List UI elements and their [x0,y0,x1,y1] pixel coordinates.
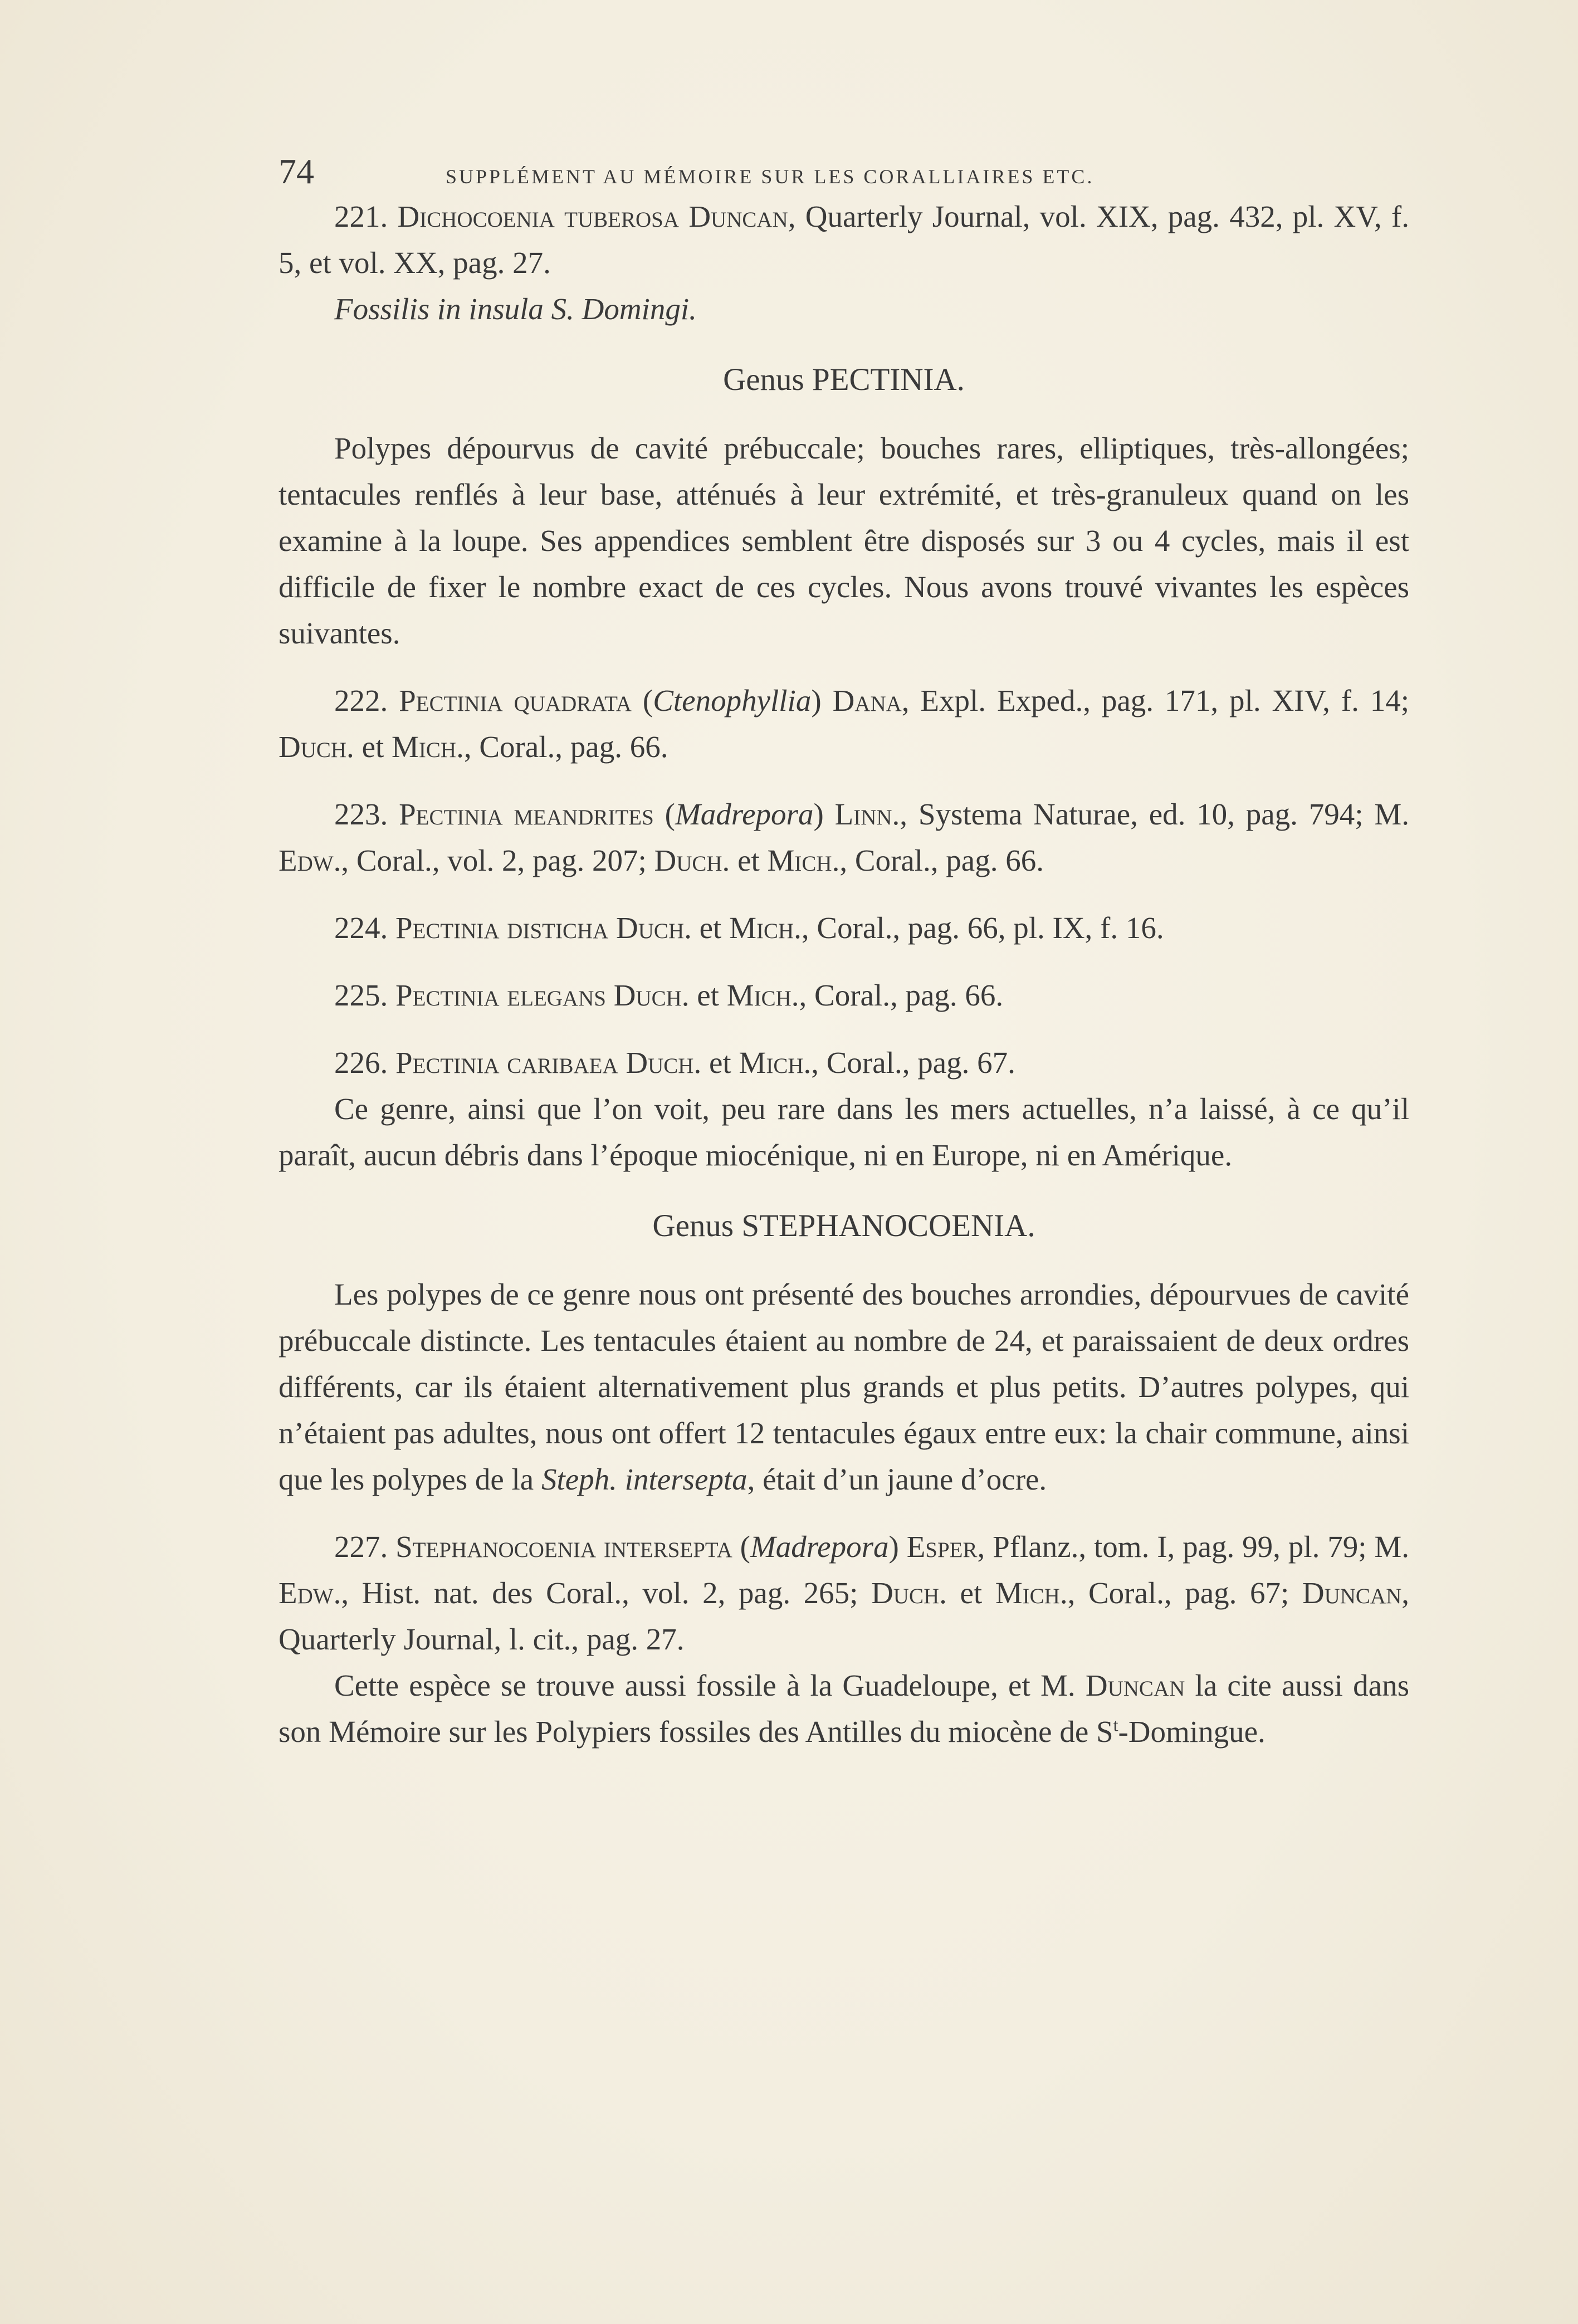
description-text: Les polypes de ce genre nous ont présenté des bouches arrondies, dépourvues de cavité prébuccale distincte. Les tentacules étaient au nombre de 24, et paraissaient de deux ordres différents, car ils étaient alternativement plus grands et plus petits. D’autres polypes, qui n’étaient pas adultes, nous ont offert 12 tentacules égaux entre eux: la chair commune, ainsi que les polypes de la [279,1277,1409,1496]
conjunction: et [354,730,392,764]
entry-225 [279,972,1409,1018]
paren: ( [631,683,653,717]
reference: , Expl. Exped., pag. 171, pl. XIV, f. 14; [901,683,1410,717]
author-name: Mich. [392,730,464,764]
conjunction: et [691,911,730,945]
author-name: Mich. [739,1046,812,1080]
author-name: Duncan [688,199,788,233]
superscript: t [1113,1715,1118,1735]
author-name: Mich. [995,1576,1068,1610]
entry-number: 224. [334,911,388,945]
reference: , Coral., pag. 66. [463,730,668,764]
entry-number: 221. [334,199,388,233]
entry-227 [279,1524,1409,1662]
genus-heading-pectinia: Genus PECTINIA. [723,362,965,397]
paren: ) [888,1530,907,1564]
author-name: Linn. [834,797,900,831]
remark-text: -Domingue. [1118,1715,1266,1749]
author-name: Dana [832,683,902,717]
reference: , Coral., pag. 66, pl. IX, f. 16. [801,911,1164,945]
species-remark-227 [279,1662,1409,1755]
reference: , Coral., vol. 2, pag. 207; [341,843,654,877]
text-block [279,142,1409,1776]
author-name: Duncan [1302,1576,1402,1610]
species-name: Stephanocoenia intersepta [395,1530,732,1564]
species-name: Pectinia meandrites [399,797,654,831]
paren: ) [811,683,833,717]
species-name: Pectinia quadrata [399,683,632,717]
entry-221 [279,193,1409,286]
author-name: Mich. [726,978,799,1012]
remark-text: la cite aussi dans son Mémoire sur les Polypiers fossiles des Antilles du miocène de S [279,1668,1409,1749]
entry-number: 227. [334,1530,388,1564]
reference: , Pflanz., tom. I, pag. 99, pl. 79; M. [977,1530,1410,1564]
description-species-italic: Steph. intersepta [541,1462,748,1496]
remark-text: Cette espèce se trouve aussi fossile à la Guadeloupe, et M. [334,1668,1086,1702]
running-title: SUPPLÉMENT AU MÉMOIRE SUR LES CORALLIAIRES ETC. [446,165,1095,188]
conjunction: et [946,1576,995,1610]
species-name: Pectinia caribaea [395,1046,618,1080]
entry-223 [279,791,1409,883]
description-text: , était d’un jaune d’ocre. [747,1462,1047,1496]
entry-222 [279,677,1409,770]
reference: , Hist. nat. des Coral., vol. 2, pag. 265; [341,1576,872,1610]
author-name: Duch. [613,978,690,1012]
synonym: Ctenophyllia [653,683,812,717]
author-name: Edw. [279,1576,341,1610]
entry-number: 225. [334,978,388,1012]
species-name: Pectinia disticha [395,911,609,945]
entry-224 [279,905,1409,951]
entry-number: 222. [334,683,388,717]
genus-description-pectinia: Polypes dépourvus de cavité prébuccale; bouches rares, elliptiques, très-allongées; tentacules renflés à leur base, atténués à leur extrémité, et très-granuleux quand on les examine à la loupe. Ses appendices semblent être disposés sur 3 ou 4 cycles, mais il est difficile de fixer le nombre exact de ces cycles. Nous avons trouvé vivantes les espèces suivantes. [279,431,1409,650]
author-name: Duncan [1085,1668,1185,1702]
entry-number: 223. [334,797,388,831]
reference: , Coral., pag. 66. [799,978,1004,1012]
conjunction: et [730,843,768,877]
entry-number: 226. [334,1046,388,1080]
paren: ( [732,1530,750,1564]
reference: , Quarterly Journal, l. cit., pag. 27. [279,1576,1410,1656]
genus-remark-pectinia: Ce genre, ainsi que l’on voit, peu rare dans les mers actuelles, n’a laissé, à ce qu’il paraît, aucun débris dans l’époque miocénique, ni en Europe, ni en Amérique. [279,1092,1409,1172]
conjunction: et [701,1046,739,1080]
reference: , Coral., pag. 66. [839,843,1044,877]
genus-description-stephanocoenia [279,1271,1409,1502]
conjunction: et [689,978,727,1012]
reference: , Systema Naturae, ed. 10, pag. 794; M. [900,797,1410,831]
locality-221: Fossilis in insula S. Domingi. [334,292,697,326]
author-name: Duch. [654,843,730,877]
author-name: Esper [906,1530,978,1564]
synonym: Madrepora [675,797,814,831]
running-head [279,142,1409,193]
author-name: Duch. [279,730,354,764]
reference: , Coral., pag. 67; [1067,1576,1302,1610]
author-name: Duch. [616,911,692,945]
reference: , Coral., pag. 67. [811,1046,1015,1080]
page-number: 74 [279,152,314,191]
entry-226 [279,1039,1409,1086]
synonym: Madrepora [750,1530,889,1564]
genus-heading-stephanocoenia: Genus STEPHANOCOENIA. [652,1208,1035,1243]
author-name: Edw. [279,843,341,877]
author-name: Mich. [729,911,802,945]
author-name: Duch. [871,1576,947,1610]
paren: ) [813,797,835,831]
species-name: Dichocoenia tuberosa [397,199,680,233]
reference: , Quarterly Journal, vol. XIX, pag. 432, pl. XV, f. 5, et vol. XX, pag. 27. [279,199,1409,280]
author-name: Duch. [626,1046,702,1080]
author-name: Mich. [767,843,840,877]
species-name: Pectinia elegans [395,978,606,1012]
paren: ( [653,797,675,831]
